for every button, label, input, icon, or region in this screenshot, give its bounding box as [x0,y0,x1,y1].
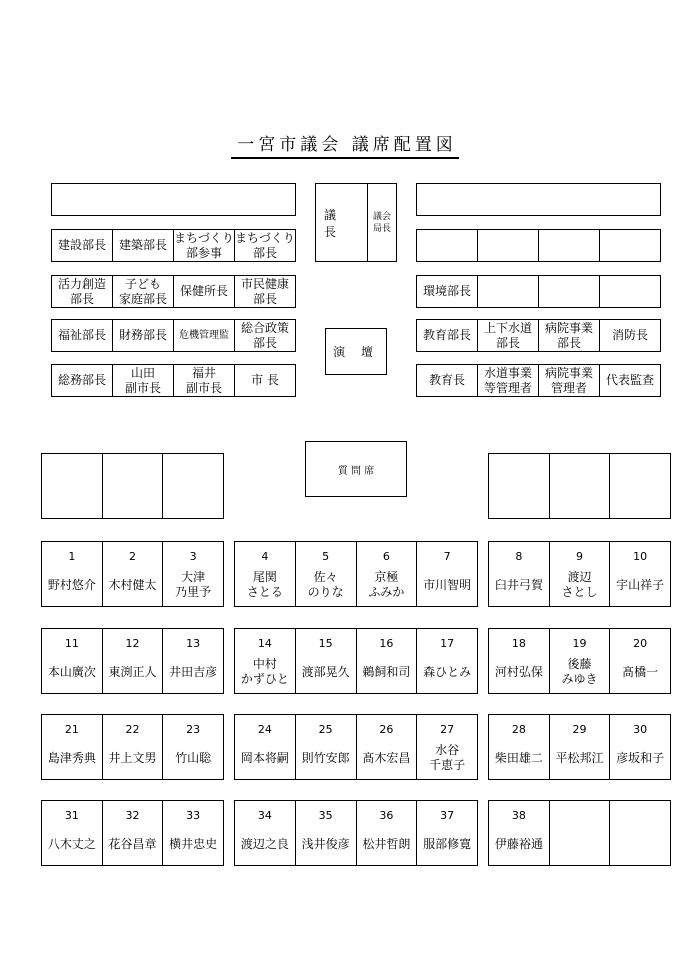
member-name: 島津秀典 [47,750,96,765]
member-name: 渡部晃久 [301,664,350,679]
member-seat [42,801,102,865]
member-seat [609,629,670,693]
seat-number: 14 [257,637,272,650]
seat-number: 10 [633,550,648,563]
member-seat [489,542,549,606]
question-seat: 質 問 席 [305,441,407,497]
member-seat [295,542,356,606]
member-seat [549,801,610,865]
member-name: 本山廣次 [47,664,96,679]
seat-block [488,800,671,866]
seat-number: 20 [633,637,648,650]
executive-seat [538,276,599,307]
member-name: 水谷 千恵子 [429,743,466,772]
member-name: 中村 かずひと [240,657,289,686]
member-name: 服部修寛 [423,836,472,851]
executive-seat: 代表監查 [599,365,660,396]
seat-number: 16 [379,637,394,650]
member-seat [356,542,417,606]
executive-row [51,319,296,352]
executive-seat: 市民健康 部長 [234,276,295,307]
executive-seat [417,230,477,261]
member-name: 森ひとみ [423,664,472,679]
seat-block [234,628,478,694]
seat-number: 19 [572,637,587,650]
seat-block [488,628,671,694]
seat-number: 23 [186,723,201,736]
seat-number: 29 [572,723,587,736]
executive-seat: 水道事業 等管理者 [477,365,538,396]
member-name: 花谷昌章 [108,836,157,851]
member-seat [295,629,356,693]
executive-seat: 保健所長 [173,276,234,307]
member-seat [162,629,223,693]
seat-number: 17 [440,637,455,650]
seat-number: 5 [322,550,330,563]
member-name: 平松邦江 [555,750,604,765]
member-seat [416,542,477,606]
executive-seat [599,230,660,261]
seat-number: 1 [68,550,76,563]
member-name: 後藤 みゆき [561,657,598,686]
seat-number: 30 [633,723,648,736]
seat-number: 3 [189,550,197,563]
seat-number: 38 [511,809,526,822]
member-seat [162,715,223,779]
member-name: 木村健太 [108,577,157,592]
member-name: 柴田雄二 [494,750,543,765]
empty-seat [162,454,223,518]
member-name: 宇山祥子 [616,577,665,592]
executive-seat: 活力創造 部長 [57,276,106,306]
executive-seat: 財務部長 [112,320,173,351]
right-top-bar [416,183,661,216]
executive-seat: 福井 副市長 [173,365,234,396]
member-name: 松井哲朗 [362,836,411,851]
member-seat [42,542,102,606]
member-seat [549,715,610,779]
executive-seat: 建築部長 [112,230,173,261]
member-seat [356,715,417,779]
member-seat [416,801,477,865]
member-seat [549,542,610,606]
executive-row [51,275,296,308]
member-seat [42,629,102,693]
executive-seat: 山田 副市長 [112,365,173,396]
seat-block [234,714,478,780]
member-name: 東渕正人 [108,664,157,679]
member-seat [489,715,549,779]
member-seat [356,801,417,865]
executive-seat: 子ども 家庭部長 [112,276,173,307]
member-name: 尾関 さとる [246,570,283,599]
seat-number: 34 [257,809,272,822]
executive-seat: 教育長 [428,373,465,387]
executive-row [51,364,296,397]
member-seat [295,801,356,865]
seat-number: 18 [511,637,526,650]
member-name: 髙橋一 [622,664,659,679]
member-name: 渡辺之良 [240,836,289,851]
seat-block [234,541,478,607]
seat-number: 27 [440,723,455,736]
executive-row [416,364,661,397]
executive-seat: 建設部長 [57,238,106,252]
executive-seat: まちづくり 部参事 [174,230,234,260]
member-seat [609,715,670,779]
member-seat [295,715,356,779]
seat-number: 35 [318,809,333,822]
seat-number: 28 [511,723,526,736]
executive-seat: 総務部長 [57,373,106,387]
member-name: 岡本将嗣 [240,750,289,765]
member-name: 井上文男 [108,750,157,765]
seat-number: 12 [125,637,140,650]
member-name: 大津 乃里予 [175,570,212,599]
speaker-seat [315,183,397,262]
seat-number: 22 [125,723,140,736]
executive-row [416,319,661,352]
seat-number: 6 [382,550,390,563]
member-seat [549,629,610,693]
seat-number: 24 [257,723,272,736]
member-name: 市川智明 [423,577,472,592]
seat-block [41,628,224,694]
member-name: 臼井弓賀 [494,577,543,592]
seat-number: 2 [129,550,136,563]
executive-row [416,229,661,262]
seat-number: 37 [440,809,455,822]
member-name: 京極 ふみか [368,570,405,599]
seat-number: 32 [125,809,140,822]
left-top-bar [51,183,296,216]
member-name: 彦坂和子 [616,750,665,765]
executive-seat: 総合政策 部長 [234,320,295,351]
executive-seat: 消防長 [599,320,660,351]
executive-seat: 市 長 [234,365,295,396]
seat-block [234,800,478,866]
seat-number: 15 [318,637,333,650]
member-name: 横井忠史 [169,836,218,851]
seat-block [41,541,224,607]
member-name: 井田吉彦 [169,664,218,679]
executive-seat [477,230,538,261]
seat-number: 9 [576,550,583,563]
chair-label: 議 長 [324,207,345,239]
seat-block [41,714,224,780]
executive-seat: 危機管理監 [173,320,234,351]
left-empty-block [41,453,224,519]
member-seat [102,542,163,606]
seat-number: 11 [64,637,79,650]
executive-seat: 上下水道 部長 [477,320,538,351]
seat-block [488,714,671,780]
member-seat [102,629,163,693]
empty-seat [42,454,102,518]
executive-row [51,229,296,262]
member-name: 野村悠介 [47,577,96,592]
executive-seat [599,276,660,307]
seat-number: 33 [186,809,201,822]
member-name: 八木丈之 [47,836,96,851]
executive-seat [538,230,599,261]
member-seat [235,629,295,693]
member-seat [102,715,163,779]
member-seat [416,629,477,693]
executive-seat: 環境部長 [422,284,471,298]
member-seat [42,715,102,779]
empty-seat [609,454,670,518]
member-seat [609,542,670,606]
member-name: 佐々 のりな [307,570,344,599]
member-seat [162,801,223,865]
seat-number: 13 [186,637,201,650]
member-seat [235,801,295,865]
executive-seat: まちづくり 部長 [235,230,295,260]
executive-seat: 教育部長 [422,328,471,342]
member-name: 伊藤裕通 [494,836,543,851]
executive-seat: 福祉部長 [57,328,106,342]
member-name [550,825,610,863]
member-seat [102,801,163,865]
member-seat [356,629,417,693]
member-seat [162,542,223,606]
seat-number: 26 [379,723,394,736]
page-title: 一宮市議会 議席配置図 [0,130,690,155]
executive-seat: 病院事業 管理者 [538,365,599,396]
member-name: 髙木宏昌 [362,750,411,765]
member-seat [416,715,477,779]
member-name: 渡辺 さとし [561,570,598,599]
seat-block [41,800,224,866]
executive-seat [477,276,538,307]
member-name [610,825,670,863]
seat-number: 4 [261,550,269,563]
empty-seat [549,454,610,518]
seat-number: 21 [64,723,79,736]
seat-number: 25 [318,723,333,736]
member-name: 河村弘保 [494,664,543,679]
empty-seat [102,454,163,518]
seat-number: 7 [443,550,451,563]
clerk-label: 議会 局長 [367,184,396,261]
seat-number: 36 [379,809,394,822]
seat-number: 8 [515,550,523,563]
seat-number: 31 [64,809,79,822]
member-seat [235,542,295,606]
member-seat [235,715,295,779]
member-seat [489,629,549,693]
podium: 演 壇 [325,328,387,375]
right-empty-block [488,453,671,519]
seat-block [488,541,671,607]
member-name: 則竹安郎 [301,750,350,765]
member-seat [489,801,549,865]
executive-row [416,275,661,308]
empty-seat [489,454,549,518]
member-seat [609,801,670,865]
member-name: 鵜飼和司 [362,664,411,679]
member-name: 浅井俊彦 [301,836,350,851]
executive-seat: 病院事業 部長 [538,320,599,351]
member-name: 竹山聡 [175,750,212,765]
